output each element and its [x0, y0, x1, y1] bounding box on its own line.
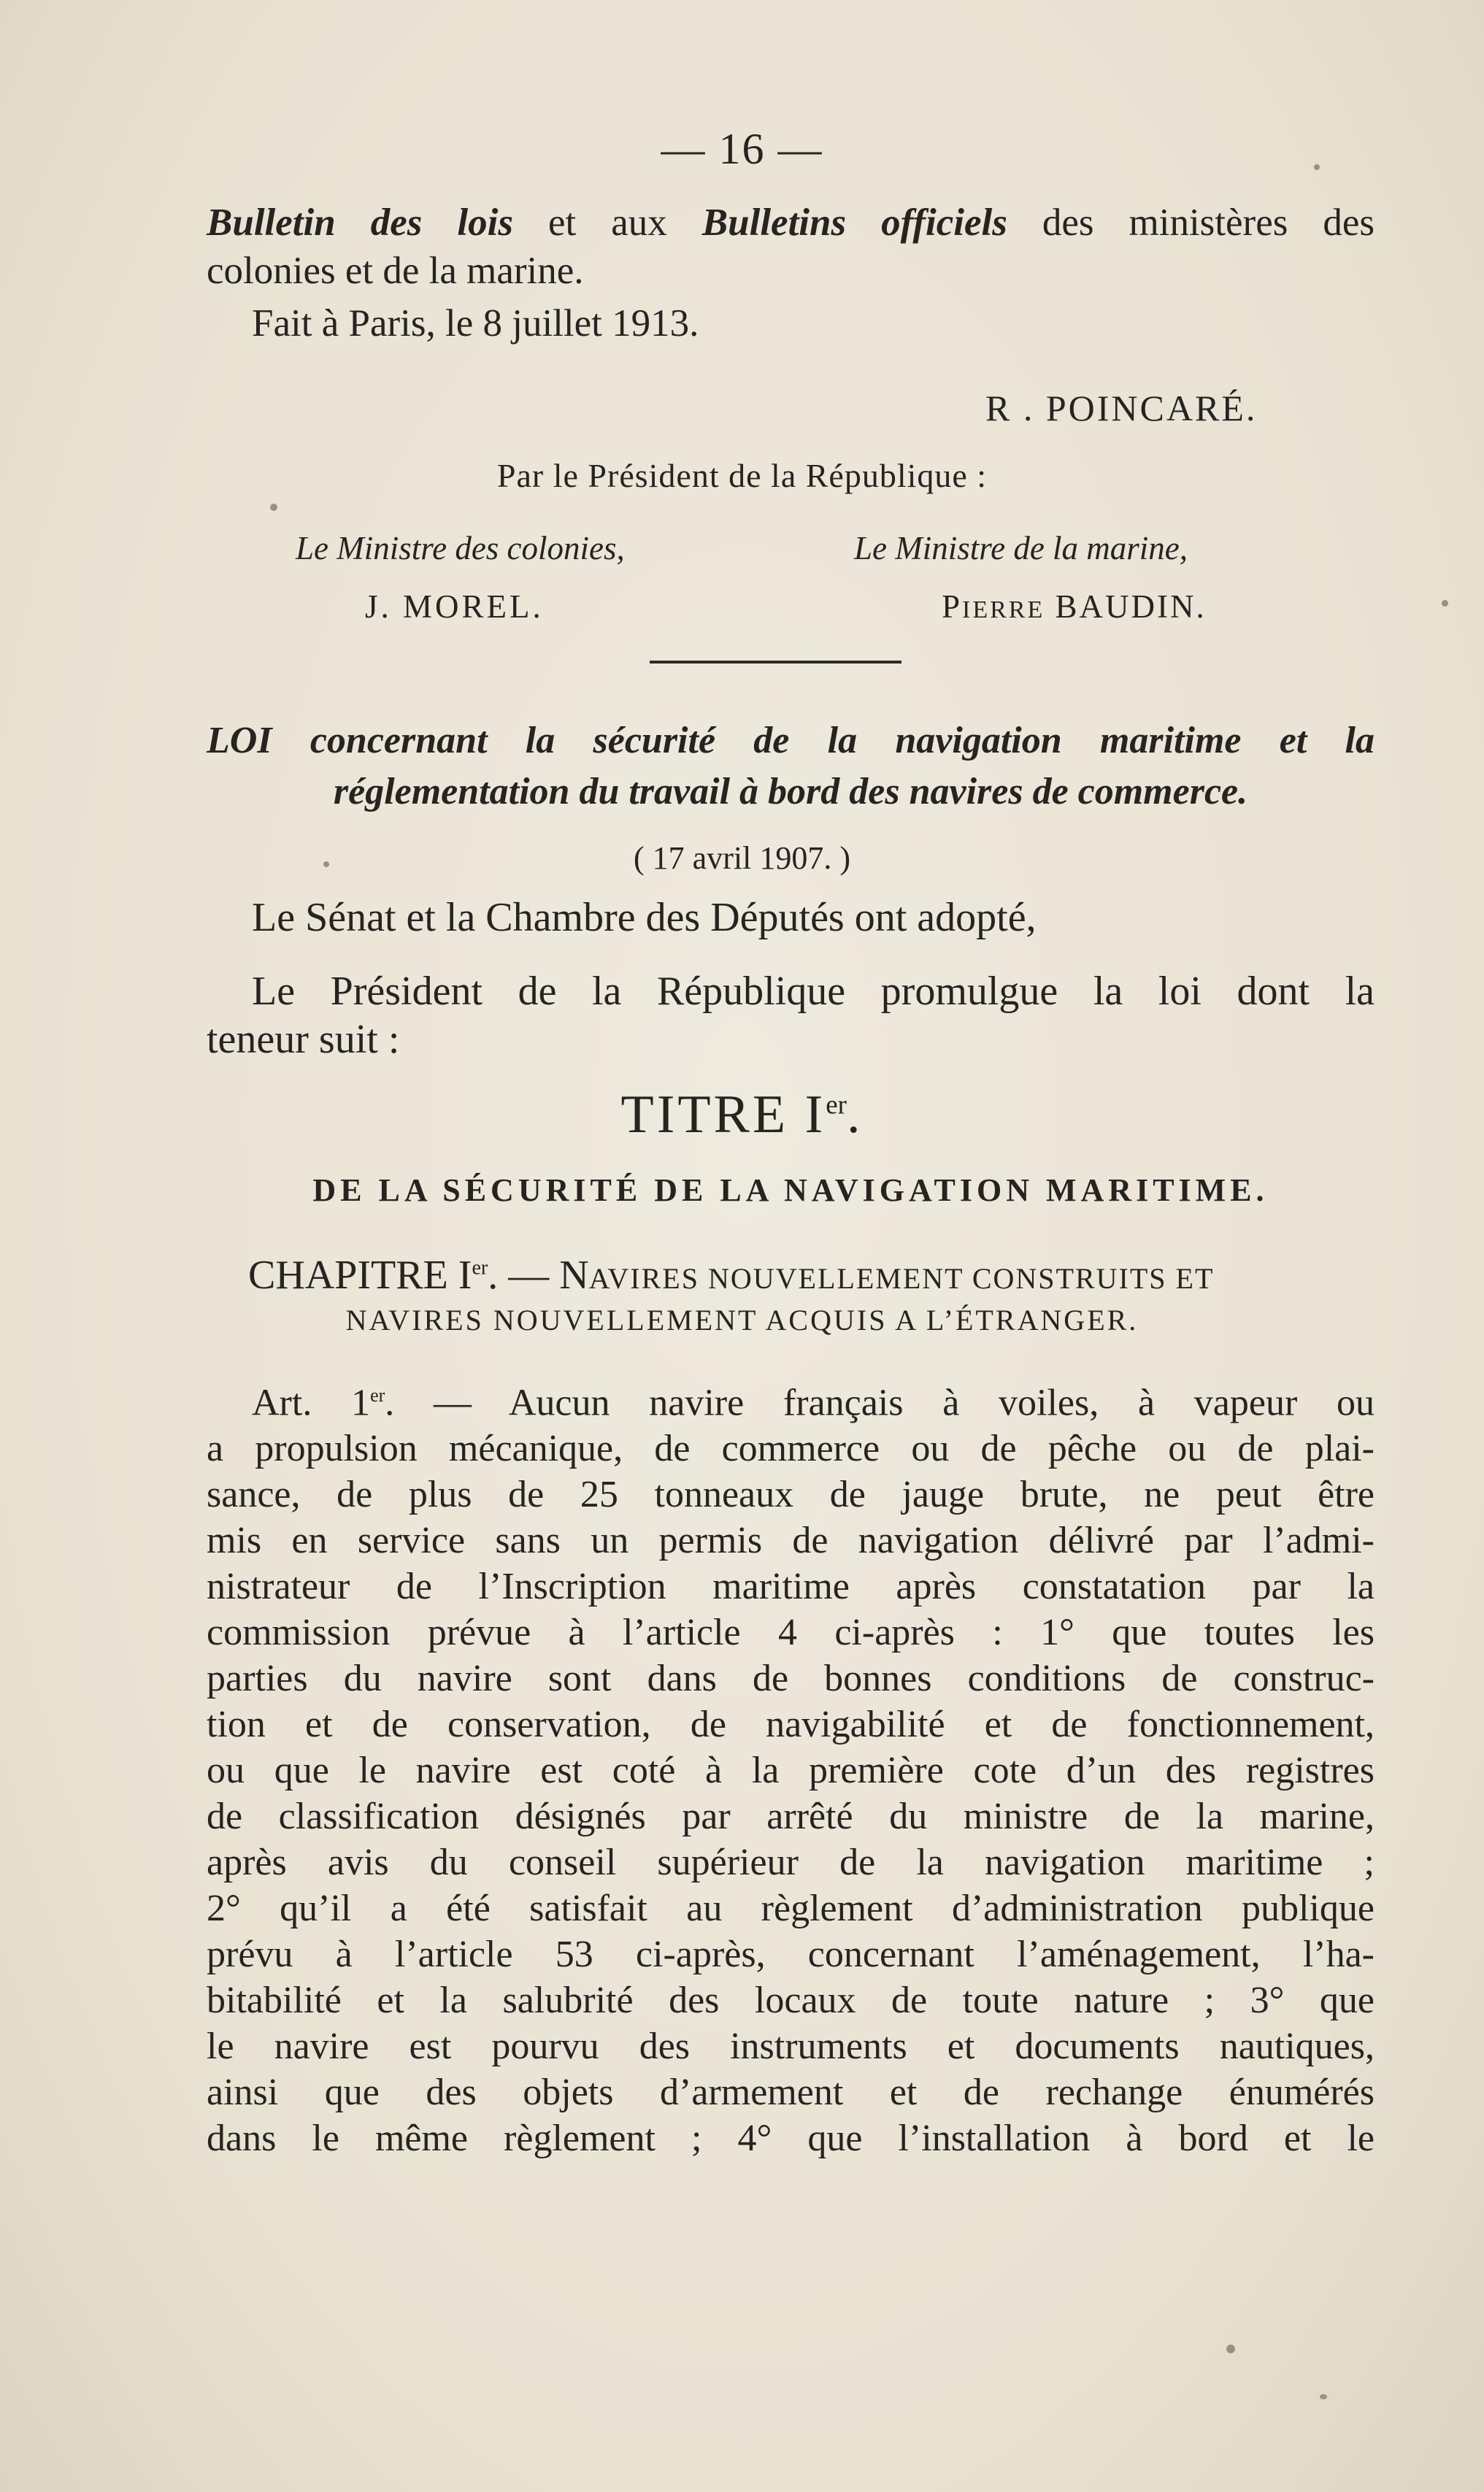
paper-speck: [323, 861, 329, 867]
paper-speck: [1314, 164, 1320, 170]
article-line: sance, de plus de 25 tonneaux de jauge brute, ne peut être: [207, 1474, 1375, 1516]
titre-heading: TITRE Ier.: [620, 1085, 864, 1145]
law-title-line-1: LOI concernant la sécurité de la navigation maritime et la: [207, 720, 1375, 761]
article-line: mis en service sans un permis de navigation délivré par l’admi-: [207, 1520, 1375, 1562]
separator-rule: [650, 661, 901, 664]
article-line: commission prévue à l’article 4 ci-après : 1° que toutes les: [207, 1612, 1375, 1654]
article-line: dans le même règlement ; 4° que l’installation à bord et le: [207, 2118, 1375, 2160]
article-line: ou que le navire est coté à la première cote d’un des registres: [207, 1750, 1375, 1792]
preamble-line-2: teneur suit :: [207, 1017, 400, 1062]
preamble-line-1: Le Président de la République promulgue la loi dont la: [252, 969, 1375, 1014]
minister-marine-title: Le Ministre de la marine,: [854, 530, 1188, 566]
paper-speck: [270, 504, 277, 511]
chapter-heading-line-2: NAVIRES NOUVELLEMENT ACQUIS A L’ÉTRANGER.: [345, 1304, 1139, 1337]
article-line: 2° qu’il a été satisfait au règlement d’administration publique: [207, 1888, 1375, 1930]
intro-text: et aux: [512, 201, 702, 244]
intro-line-2: colonies et de la marine.: [207, 250, 584, 292]
article-line: après avis du conseil supérieur de la navigation maritime ;: [207, 1842, 1375, 1884]
section-heading: DE LA SÉCURITÉ DE LA NAVIGATION MARITIME.: [312, 1172, 1269, 1208]
page-number: — 16 —: [661, 125, 823, 173]
chapter-heading-line-1: CHAPITRE Ier. — NAVIRES NOUVELLEMENT CONSTRUITS ET: [248, 1253, 1215, 1298]
paper-speck: [1442, 600, 1448, 607]
preamble-president: [207, 967, 1375, 1064]
date-place-line: Fait à Paris, le 8 juillet 1913.: [252, 302, 699, 345]
minister-marine-name: PIERRE BAUDIN.: [942, 588, 1207, 625]
article-line: parties du navire sont dans de bonnes conditions de construc-: [207, 1658, 1375, 1700]
intro-paragraph: [207, 199, 1375, 295]
minister-colonies-name: J. MOREL.: [365, 588, 544, 625]
paper-speck: [1320, 2394, 1327, 2399]
preamble-senat: Le Sénat et la Chambre des Députés ont adopté,: [252, 895, 1037, 940]
minister-colonies-title: Le Ministre des colonies,: [296, 530, 625, 566]
president-signature: R . POINCARÉ.: [985, 388, 1258, 428]
law-title-line-2: réglementation du travail à bord des navires de commerce.: [333, 771, 1248, 812]
law-date: ( 17 avril 1907. ): [634, 840, 850, 876]
paper-speck: [1226, 2345, 1235, 2353]
article-line: tion et de conservation, de navigabilité et de fonctionnement,: [207, 1704, 1375, 1746]
article-1: [207, 1372, 1375, 2161]
article-line: prévu à l’article 53 ci-après, concernant l’aménagement, l’ha-: [207, 1934, 1375, 1976]
article-line: Art. 1er. — Aucun navire français à voiles, à vapeur ou: [252, 1382, 1375, 1424]
article-line: de classification désignés par arrêté du ministre de la marine,: [207, 1796, 1375, 1838]
article-line: ainsi que des objets d’armement et de rechange énumérés: [207, 2072, 1375, 2114]
article-line: le navire est pourvu des instruments et documents nautiques,: [207, 2026, 1375, 2068]
article-line: a propulsion mécanique, de commerce ou de pêche ou de plai-: [207, 1428, 1375, 1470]
par-le-president: Par le Président de la République :: [496, 457, 988, 494]
des-lois-italic: des lois: [335, 201, 513, 244]
law-title: [207, 715, 1375, 818]
intro-text-end: des ministères des: [1007, 201, 1375, 244]
bulletin-lois-italic: Bulletin: [207, 201, 336, 244]
intro-line-1: [207, 199, 1375, 247]
bulletins-officiels-italic: Bulletins officiels: [701, 201, 1007, 244]
article-line: bitabilité et la salubrité des locaux de toute nature ; 3° que: [207, 1980, 1375, 2022]
article-line: nistrateur de l’Inscription maritime après constatation par la: [207, 1566, 1375, 1608]
